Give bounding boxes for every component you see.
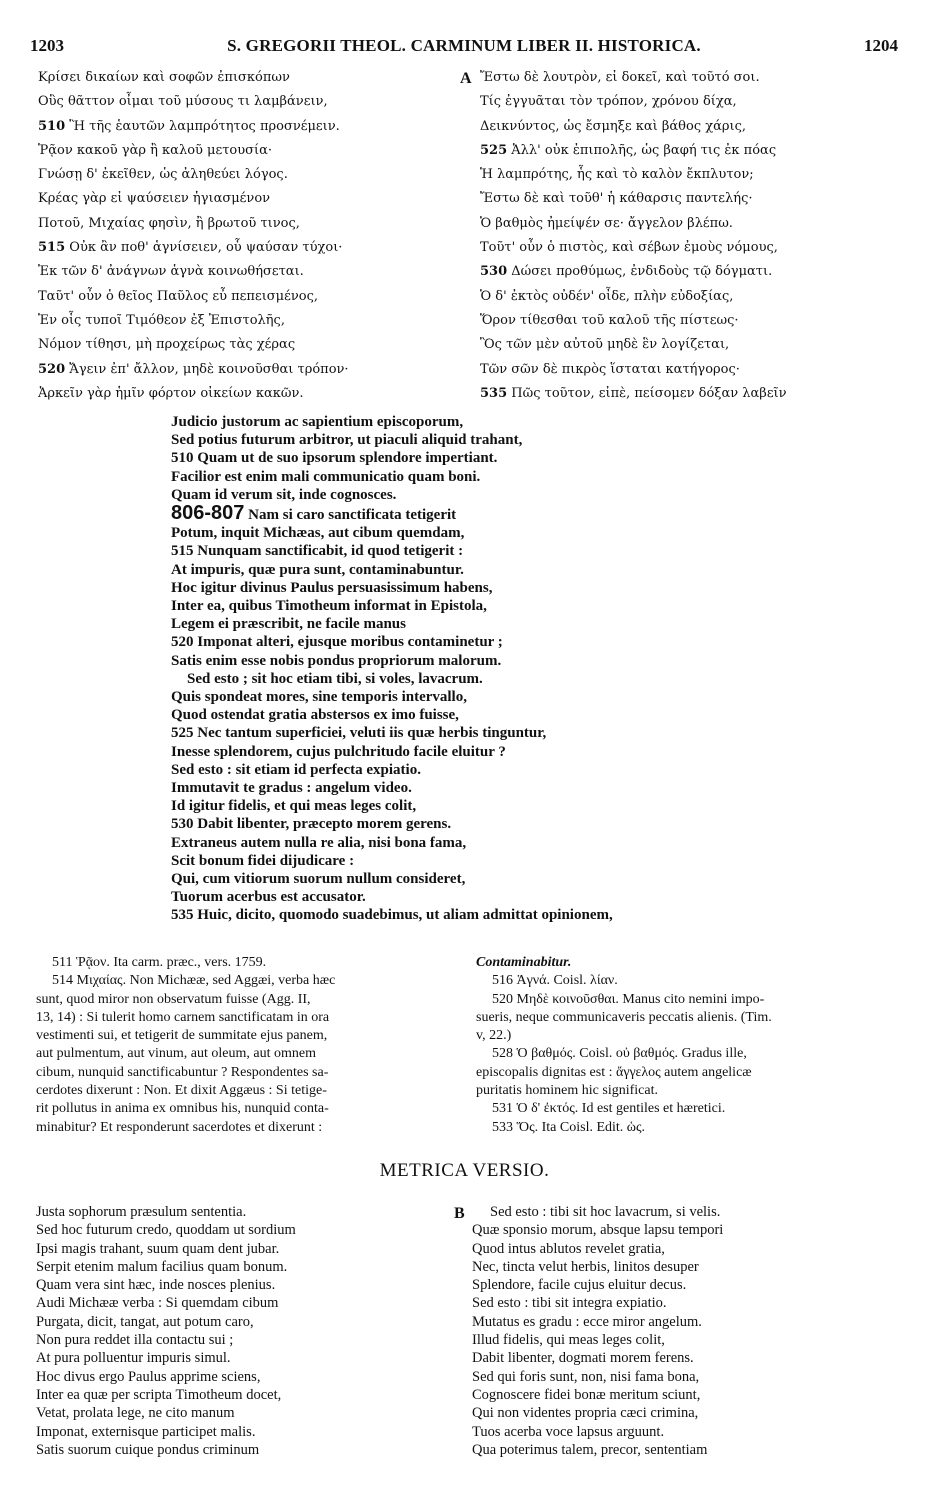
verse-line: Hoc divus ergo Paulus apprime sciens, xyxy=(36,1368,261,1385)
verse-line xyxy=(38,285,456,309)
verse-line: Justa sophorum præsulum sententia. xyxy=(36,1204,247,1220)
verse-text: Ἀλλ' οὐκ ἐπιπολῆς, ὡς βαφή τις ἐκ πόας xyxy=(511,142,777,158)
column-number: 806-807 xyxy=(171,504,245,525)
translation-text: 530 Dabit libenter, præcepto morem gerens. xyxy=(171,816,452,833)
translation-line xyxy=(171,579,911,597)
translation-text: Potum, inquit Michæas, aut cibum quemdam, xyxy=(171,525,465,542)
translation-line xyxy=(171,615,911,633)
verse-line xyxy=(38,358,456,382)
footnote-line: 514 Μιχαίας. Non Michææ, sed Aggæi, verba hæc xyxy=(52,973,336,989)
verse-text: Ὁ δ' ἐκτὸς οὐδέν' οἶδε, πλὴν εὐδοξίας, xyxy=(480,288,734,304)
footnote-line: 533 Ὅς. Ita Coisl. Edit. ὡς. xyxy=(492,1119,646,1135)
translation-text: Quam id verum sit, inde cognosces. xyxy=(171,486,397,503)
verse-number: 510 xyxy=(38,118,66,134)
translation-text: Tuorum acerbus est accusator. xyxy=(171,889,366,906)
verse-line: Non pura reddet illa contactu sui ; xyxy=(36,1332,234,1349)
translation-text: Sed esto : sit etiam id perfecta expiatio. xyxy=(171,761,421,778)
translation-text: Inesse splendorem, cujus pulchritudo facile eluitur ? xyxy=(171,743,506,760)
translation-text: 525 Nec tantum superficiei, veluti iis quæ herbis tinguntur, xyxy=(171,725,547,742)
translation-text: Extraneus autem nulla re alia, nisi bona fama, xyxy=(171,834,467,851)
translation-text: Inter ea, quibus Timotheum informat in Epistola, xyxy=(171,598,487,615)
verse-line xyxy=(38,115,456,139)
verse-text: Οὐκ ἂν ποθ' ἁγνίσειεν, οὗ ψαύσαν τύχοι· xyxy=(69,240,343,256)
translation-line xyxy=(171,852,911,870)
verse-text: Κρέας γὰρ εἰ ψαύσειεν ἡγιασμένον xyxy=(38,191,271,207)
running-title: S. GREGORII THEOL. CARMINUM LIBER II. HISTORICA. xyxy=(227,36,701,55)
verse-line xyxy=(38,333,456,357)
translation-text: Immutavit te gradus : angelum video. xyxy=(171,780,412,797)
verse-text: Οὓς θᾶττον οἶμαι τοῦ μύσους τι λαμβάνειν, xyxy=(38,94,328,110)
verse-line xyxy=(480,382,900,406)
verse-line xyxy=(38,187,456,211)
footnote-line: 531 Ὁ δ' ἐκτός. Id est gentiles et hæretici. xyxy=(492,1101,726,1117)
verse-text: Πῶς τοῦτον, εἰπὲ, πείσομεν δόξαν λαβεῖν xyxy=(511,385,787,401)
verse-line: Mutatus es gradu : ecce miror angelum. xyxy=(472,1313,702,1330)
translation-line xyxy=(171,486,911,504)
translation-line xyxy=(171,597,911,615)
verse-line xyxy=(38,139,456,163)
translation-line xyxy=(171,468,911,486)
translation-text: Scit bonum fidei dijudicare : xyxy=(171,852,355,869)
footnote-line: 528 Ὁ βαθμός. Coisl. οὐ βαθμός. Gradus ille, xyxy=(492,1046,747,1062)
footnote-line: 516 Ἁγνά. Coisl. λίαν. xyxy=(492,973,618,989)
verse-text: Γνώσῃ δ' ἐκεῖθεν, ὡς ἀληθεύει λόγος. xyxy=(38,167,288,183)
column-marker-a: A xyxy=(460,70,472,87)
verse-text: Ἔστω δὲ καὶ τοῦθ' ἡ κάθαρσις παντελής· xyxy=(480,191,753,207)
verse-line xyxy=(38,236,456,260)
footnote-line: 520 Μηδὲ κοινοῦσθαι. Manus cito nemini impo- xyxy=(492,991,765,1007)
translation-line xyxy=(171,431,911,449)
verse-text: Τοῦτ' οὖν ὁ πιστὸς, καὶ σέβων ἐμοὺς νόμους, xyxy=(480,240,778,256)
translation-text: 510 Quam ut de suo ipsorum splendore impertiant. xyxy=(171,450,498,467)
metrica-versio-left-column xyxy=(36,1203,446,1459)
translation-text: At impuris, quæ pura sunt, contaminabuntur. xyxy=(171,561,464,578)
footnote-line: Contaminabitur. xyxy=(476,955,572,970)
verse-line xyxy=(38,163,456,187)
page-number-left: 1203 xyxy=(30,36,64,55)
translation-text: Judicio justorum ac sapientium episcoporum, xyxy=(171,414,464,430)
verse-number: 525 xyxy=(480,142,508,158)
section-title-metrica-versio: METRICA VERSIO. xyxy=(379,1160,550,1181)
verse-line: Sed qui foris sunt, non, nisi fama bona, xyxy=(472,1368,700,1385)
footnote-line: sueris, neque communicaveris peccatis alienis. (Tim. xyxy=(476,1009,772,1025)
verse-line xyxy=(38,90,456,114)
footnote-line: cibum, nunquid sanctificabuntur ? Respondentes sa- xyxy=(36,1064,329,1080)
translation-line xyxy=(171,542,911,560)
verse-line xyxy=(480,163,900,187)
translation-text: Satis enim esse nobis pondus propriorum malorum. xyxy=(171,652,502,669)
verse-line xyxy=(480,358,900,382)
verse-line xyxy=(480,187,900,211)
page-number-right: 1204 xyxy=(864,36,898,55)
greek-text-left-column xyxy=(38,66,456,406)
translation-line xyxy=(171,906,911,924)
translation-text: Hoc igitur divinus Paulus persuasissimum habens, xyxy=(171,579,493,596)
translation-text: 520 Imponat alteri, ejusque moribus contaminetur ; xyxy=(171,634,503,651)
translation-line xyxy=(171,670,911,688)
translation-line xyxy=(171,524,911,542)
verse-line: Tuos acerba voce lapsus arguunt. xyxy=(472,1423,665,1440)
verse-text: Ταῦτ' οὖν ὁ θεῖος Παῦλος εὖ πεπεισμένος, xyxy=(38,288,318,304)
verse-text: Τίς ἐγγυᾶται τὸν τρόπον, χρόνου δίχα, xyxy=(480,94,737,110)
verse-line: Purgata, dicit, tangat, aut potum caro, xyxy=(36,1313,254,1330)
translation-line xyxy=(171,504,911,524)
footnote-line: rit pollutus in anima ex omnibus his, nunquid conta- xyxy=(36,1101,329,1117)
verse-text: Τῶν σῶν δὲ πικρὸς ἵσταται κατήγορος· xyxy=(480,361,740,377)
verse-text: Δεικνύντος, ὡς ἔσμηξε καὶ βάθος χάρις, xyxy=(480,118,747,134)
translation-line xyxy=(171,413,911,431)
verse-line: Inter ea quæ per scripta Timotheum docet, xyxy=(36,1386,282,1403)
footnote-line: cerdotes dixerunt : Non. Et dixit Aggæus : Si tetige- xyxy=(36,1083,327,1099)
verse-line xyxy=(480,90,900,114)
verse-line xyxy=(480,260,900,284)
verse-text: Ὅρον τίθεσθαι τοῦ καλοῦ τῆς πίστεως· xyxy=(480,312,739,328)
verse-line xyxy=(480,212,900,236)
verse-line: Satis suorum cuique pondus criminum xyxy=(36,1441,260,1458)
verse-line: Dabit libenter, dogmati morem ferens. xyxy=(472,1350,694,1367)
footnote-line: 511 Ῥᾷον. Ita carm. præc., vers. 1759. xyxy=(52,955,267,970)
footnote-line: sunt, quod miror non observatum fuisse (Agg. II, xyxy=(36,991,311,1007)
verse-text: Κρίσει δικαίων καὶ σοφῶν ἐπισκόπων xyxy=(38,70,290,85)
translation-text: Sed esto ; sit hoc etiam tibi, si voles, lavacrum. xyxy=(187,670,483,687)
translation-line xyxy=(171,779,911,797)
verse-line xyxy=(38,66,456,90)
translation-line xyxy=(171,761,911,779)
verse-text: Ἄγειν ἐπ' ἄλλον, μηδὲ κοινοῦσθαι τρόπον· xyxy=(69,361,349,377)
translation-text: Sed potius futurum arbitror, ut piaculi aliquid trahant, xyxy=(171,432,523,449)
greek-text-right-column xyxy=(480,66,900,406)
verse-text: Ῥᾷον κακοῦ γὰρ ἢ καλοῦ μετουσία· xyxy=(38,142,273,158)
translation-line xyxy=(171,888,911,906)
translation-text: Legem ei præscribit, ne facile manus xyxy=(171,616,406,633)
verse-line xyxy=(480,66,900,90)
verse-line xyxy=(38,382,456,406)
verse-text: Ποτοῦ, Μιχαίας φησὶν, ἢ βρωτοῦ τινος, xyxy=(38,215,300,231)
verse-line xyxy=(480,236,900,260)
verse-number: 520 xyxy=(38,361,66,377)
verse-line: Serpit etenim malum facilius quam bonum. xyxy=(36,1258,288,1275)
verse-text: Ἐν οἷς τυποῖ Τιμόθεον ἐξ Ἐπιστολῆς, xyxy=(38,312,285,328)
translation-line xyxy=(171,561,911,579)
verse-line xyxy=(480,139,900,163)
verse-line xyxy=(38,309,456,333)
verse-line: Quod intus ablutos revelet gratia, xyxy=(472,1240,665,1257)
verse-text: Νόμον τίθησι, μὴ προχείρως τὰς χέρας xyxy=(38,337,296,353)
translation-text: Quod ostendat gratia abstersos ex imo fuisse, xyxy=(171,707,459,724)
verse-text: Ἔστω δὲ λουτρὸν, εἰ δοκεῖ, καὶ τοῦτό σοι. xyxy=(480,70,760,85)
verse-line: Cognoscere fidei bonæ meritum sciunt, xyxy=(472,1386,701,1403)
footnote-line: puritatis hominem hic significat. xyxy=(476,1083,658,1099)
translation-line xyxy=(171,724,911,742)
translation-text: 535 Huic, dicito, quomodo suadebimus, ut aliam admittat opinionem, xyxy=(171,907,613,924)
verse-number: 515 xyxy=(38,240,66,256)
footnotes-right-column xyxy=(476,954,900,1137)
verse-line: Quæ sponsio morum, absque lapsu tempori xyxy=(472,1222,724,1239)
verse-line: Qui non videntes propria cæci crimina, xyxy=(472,1405,699,1422)
translation-text: Facilior est enim mali communicatio quam boni. xyxy=(171,468,481,485)
translation-text: Quis spondeat mores, sine temporis intervallo, xyxy=(171,689,467,706)
verse-text: Ὁ βαθμὸς ἠμείψέν σε· ἄγγελον βλέπω. xyxy=(480,215,733,231)
verse-text: Ἐκ τῶν δ' ἀνάγνων ἁγνὰ κοινωθήσεται. xyxy=(38,264,304,280)
verse-text: Δώσει προθύμως, ἐνδιδοὺς τῷ δόγματι. xyxy=(511,264,773,280)
verse-text: Ἀρκεῖν γὰρ ἡμῖν φόρτον οἰκείων κακῶν. xyxy=(38,385,304,401)
translation-line xyxy=(171,652,911,670)
verse-line: Imponat, externisque participet malis. xyxy=(36,1423,256,1440)
translation-line xyxy=(171,797,911,815)
footnotes-left-column xyxy=(36,954,452,1137)
footnote-line: minabitur? Et responderunt sacerdotes et dixerunt : xyxy=(36,1119,323,1135)
verse-number: 535 xyxy=(480,385,508,401)
verse-line xyxy=(480,285,900,309)
translation-line xyxy=(171,834,911,852)
latin-translation xyxy=(171,413,911,925)
translation-line xyxy=(171,633,911,651)
translation-line xyxy=(171,870,911,888)
verse-line: Illud fidelis, qui meas leges colit, xyxy=(472,1332,665,1349)
verse-line: Ipsi magis trahant, suum quam dent jubar. xyxy=(36,1240,280,1257)
verse-line xyxy=(38,260,456,284)
verse-line xyxy=(480,333,900,357)
translation-text: Id igitur fidelis, et qui meas leges colit, xyxy=(171,798,417,815)
verse-line: Quam vera sint hæc, inde nosces plenius. xyxy=(36,1277,276,1294)
translation-line xyxy=(171,815,911,833)
verse-line xyxy=(480,115,900,139)
footnote-line: episcopalis dignitas est : ἄγγελος autem angelicæ xyxy=(476,1064,752,1080)
translation-text: Qui, cum vitiorum suorum nullum consideret, xyxy=(171,871,466,888)
verse-line: Qua poterimus talem, precor, sententiam xyxy=(472,1441,708,1458)
running-header xyxy=(30,36,898,60)
verse-text: Ἡ λαμπρότης, ἧς καὶ τὸ καλὸν ἔκπλυτον; xyxy=(480,167,754,183)
verse-line: Sed hoc futurum credo, quoddam ut sordium xyxy=(36,1222,296,1239)
translation-text: 515 Nunquam sanctificabit, id quod tetigerit : xyxy=(171,543,464,560)
footnote-line: v, 22.) xyxy=(476,1028,512,1044)
verse-line xyxy=(38,212,456,236)
metrica-versio-right-column xyxy=(472,1203,892,1459)
footnote-line: 13, 14) : Si tulerit homo carnem sanctificatam in ora xyxy=(36,1009,330,1025)
verse-line: Vetat, prolata lege, ne cito manum xyxy=(36,1405,235,1422)
verse-number: 530 xyxy=(480,264,508,280)
verse-line: At pura polluentur impuris simul. xyxy=(36,1350,231,1367)
verse-line: Audi Michææ verba : Si quemdam cibum xyxy=(36,1295,279,1312)
verse-text: Ὃς τῶν μὲν αὐτοῦ μηδὲ ἓν λογίζεται, xyxy=(480,337,730,353)
footnote-line: vestimenti sui, et tetigerit de summitate ejus panem, xyxy=(36,1028,328,1044)
translation-line xyxy=(171,449,911,467)
verse-text: Ἢ τῆς ἑαυτῶν λαμπρότητος προσνέμειν. xyxy=(69,118,340,134)
translation-text: Nam si caro sanctificata tetigerit xyxy=(248,507,457,524)
verse-line: Splendore, facile cujus eluitur decus. xyxy=(472,1277,687,1294)
translation-line xyxy=(171,688,911,706)
verse-line: Sed esto : tibi sit integra expiatio. xyxy=(472,1295,667,1312)
translation-line xyxy=(171,743,911,761)
verse-line: Sed esto : tibi sit hoc lavacrum, si velis. xyxy=(490,1204,721,1220)
footnote-line: aut pulmentum, aut vinum, aut oleum, aut omnem xyxy=(36,1046,316,1062)
verse-line: Nec, tincta velut herbis, linitos desuper xyxy=(472,1258,699,1275)
verse-line xyxy=(480,309,900,333)
column-marker-b: B xyxy=(454,1205,465,1222)
translation-line xyxy=(171,706,911,724)
